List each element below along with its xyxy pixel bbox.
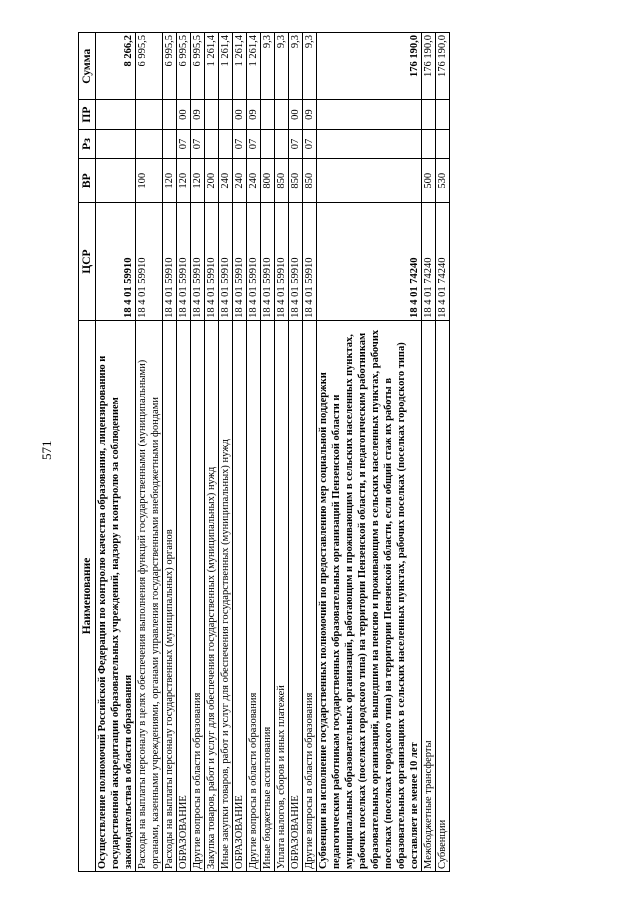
cell-pr xyxy=(261,100,275,129)
cell-name: Межбюджетные трансферты xyxy=(422,320,436,871)
cell-csr: 18 4 01 59910 xyxy=(177,203,191,321)
cell-rz: 07 xyxy=(289,129,303,158)
cell-sum: 1 261,4 xyxy=(247,33,261,100)
cell-csr: 18 4 01 59910 xyxy=(247,203,261,321)
cell-sum: 1 261,4 xyxy=(205,33,219,100)
table-row xyxy=(191,33,205,872)
table-row xyxy=(317,33,422,872)
cell-rz: 07 xyxy=(177,129,191,158)
cell-name: Расходы на выплаты персоналу в целях обеспечения выполнения функций государственными (муниципальными) органами, казенными учреждениями, органами управления государственными внебюджетными фондами xyxy=(136,320,163,871)
cell-sum: 6 995,5 xyxy=(191,33,205,100)
table-row xyxy=(303,33,317,872)
cell-sum: 6 995,5 xyxy=(163,33,177,100)
header-rz: Рз xyxy=(79,129,96,158)
header-vr: ВР xyxy=(79,159,96,203)
cell-name: Осуществление полномочий Российской Федерации по контролю качества образования, лицензированию и государственной аккредитации образовательных учреждений, надзору и контролю за соблюдением законодательства в области образования xyxy=(96,320,136,871)
table-row xyxy=(219,33,233,872)
cell-sum: 6 995,5 xyxy=(136,33,163,100)
cell-pr: 09 xyxy=(303,100,317,129)
cell-csr: 18 4 01 59910 xyxy=(163,203,177,321)
table-row xyxy=(163,33,177,872)
cell-vr: 800 xyxy=(261,159,275,203)
page-number: 571 xyxy=(39,440,54,460)
cell-name: ОБРАЗОВАНИЕ xyxy=(233,320,247,871)
cell-sum: 1 261,4 xyxy=(219,33,233,100)
cell-csr: 18 4 01 59910 xyxy=(261,203,275,321)
header-name: Наименование xyxy=(79,320,96,871)
cell-vr: 240 xyxy=(247,159,261,203)
table-row xyxy=(247,33,261,872)
cell-sum: 176 190,0 xyxy=(422,33,436,100)
cell-pr xyxy=(317,100,422,129)
cell-vr: 500 xyxy=(422,159,436,203)
cell-rz xyxy=(96,129,136,158)
cell-csr: 18 4 01 59910 xyxy=(136,203,163,321)
cell-vr xyxy=(317,159,422,203)
cell-vr: 850 xyxy=(303,159,317,203)
cell-vr: 120 xyxy=(163,159,177,203)
cell-vr: 200 xyxy=(205,159,219,203)
table-row xyxy=(233,33,247,872)
cell-rz xyxy=(261,129,275,158)
cell-name: Закупка товаров, работ и услуг для обеспечения государственных (муниципальных) нужд xyxy=(205,320,219,871)
table-row xyxy=(261,33,275,872)
cell-sum: 6 995,5 xyxy=(177,33,191,100)
cell-pr xyxy=(219,100,233,129)
cell-name: Другие вопросы в области образования xyxy=(247,320,261,871)
cell-csr: 18 4 01 59910 xyxy=(289,203,303,321)
table-body xyxy=(96,33,450,872)
table-row xyxy=(177,33,191,872)
table-row xyxy=(289,33,303,872)
cell-rz: 07 xyxy=(247,129,261,158)
cell-vr: 120 xyxy=(177,159,191,203)
cell-pr xyxy=(205,100,219,129)
cell-pr xyxy=(275,100,289,129)
cell-pr: 00 xyxy=(233,100,247,129)
cell-rz xyxy=(422,129,436,158)
cell-rz xyxy=(163,129,177,158)
cell-sum: 176 190,0 xyxy=(436,33,450,100)
cell-sum: 9,3 xyxy=(303,33,317,100)
cell-name: Расходы на выплаты персоналу государственных (муниципальных) органов xyxy=(163,320,177,871)
cell-rz: 07 xyxy=(303,129,317,158)
table-row xyxy=(96,33,136,872)
table-row xyxy=(275,33,289,872)
cell-rz xyxy=(219,129,233,158)
cell-csr: 18 4 01 59910 xyxy=(191,203,205,321)
cell-name: Иные закупки товаров, работ и услуг для обеспечения государственных (муниципальных) нужд xyxy=(219,320,233,871)
cell-pr: 00 xyxy=(177,100,191,129)
budget-table xyxy=(78,32,450,872)
cell-sum: 9,3 xyxy=(289,33,303,100)
cell-pr: 09 xyxy=(191,100,205,129)
cell-csr: 18 4 01 59910 xyxy=(205,203,219,321)
cell-csr: 18 4 01 74240 xyxy=(422,203,436,321)
cell-vr: 240 xyxy=(219,159,233,203)
cell-name: ОБРАЗОВАНИЕ xyxy=(177,320,191,871)
cell-vr: 850 xyxy=(275,159,289,203)
header-csr: ЦСР xyxy=(79,203,96,321)
budget-table-container xyxy=(78,32,562,872)
cell-vr xyxy=(96,159,136,203)
cell-pr xyxy=(96,100,136,129)
cell-vr: 850 xyxy=(289,159,303,203)
cell-csr: 18 4 01 74240 xyxy=(317,203,422,321)
table-header-row xyxy=(79,33,96,872)
table-row xyxy=(422,33,436,872)
cell-vr: 100 xyxy=(136,159,163,203)
cell-sum: 1 261,4 xyxy=(233,33,247,100)
table-row xyxy=(436,33,450,872)
cell-csr: 18 4 01 59910 xyxy=(303,203,317,321)
cell-sum: 8 266,2 xyxy=(96,33,136,100)
cell-csr: 18 4 01 74240 xyxy=(436,203,450,321)
cell-name: Субвенции xyxy=(436,320,450,871)
cell-rz xyxy=(436,129,450,158)
cell-name: Другие вопросы в области образования xyxy=(191,320,205,871)
cell-vr: 530 xyxy=(436,159,450,203)
cell-vr: 240 xyxy=(233,159,247,203)
cell-pr xyxy=(422,100,436,129)
cell-name: Другие вопросы в области образования xyxy=(303,320,317,871)
cell-pr: 09 xyxy=(247,100,261,129)
cell-rz xyxy=(205,129,219,158)
cell-pr: 00 xyxy=(289,100,303,129)
table-row xyxy=(205,33,219,872)
cell-csr: 18 4 01 59910 xyxy=(275,203,289,321)
cell-sum: 9,3 xyxy=(261,33,275,100)
cell-rz xyxy=(317,129,422,158)
cell-pr xyxy=(136,100,163,129)
cell-pr xyxy=(163,100,177,129)
cell-name: Уплата налогов, сборов и иных платежей xyxy=(275,320,289,871)
cell-name: Субвенции на исполнение государственных полномочий по предоставлению мер социальной поддержки педагогическим работникам государственных образовательных организаций Пензенской области и муниципальных образовательных организаций, работающим и проживающим в сельских населенных пунктах, рабочих поселках (поселках городского типа) на территории Пензенской области, и педагогическим работникам образовательных организаций, вышедшим на пенсию и проживающим в сельских населенных пунктах, рабочих поселках (поселках городского типа) на территории Пензенской области, если общий стаж их работы в образовательных организациях в сельских населенных пунктах, рабочих поселках (поселках городского типа) составляет не менее 10 лет xyxy=(317,320,422,871)
cell-rz xyxy=(136,129,163,158)
cell-pr xyxy=(436,100,450,129)
cell-rz xyxy=(275,129,289,158)
cell-vr: 120 xyxy=(191,159,205,203)
cell-csr: 18 4 01 59910 xyxy=(96,203,136,321)
cell-sum: 9,3 xyxy=(275,33,289,100)
table-row xyxy=(136,33,163,872)
cell-name: ОБРАЗОВАНИЕ xyxy=(289,320,303,871)
cell-csr: 18 4 01 59910 xyxy=(233,203,247,321)
cell-rz: 07 xyxy=(191,129,205,158)
header-pr: ПР xyxy=(79,100,96,129)
cell-sum: 176 190,0 xyxy=(317,33,422,100)
cell-rz: 07 xyxy=(233,129,247,158)
cell-csr: 18 4 01 59910 xyxy=(219,203,233,321)
header-sum: Сумма xyxy=(79,33,96,100)
cell-name: Иные бюджетные ассигнования xyxy=(261,320,275,871)
